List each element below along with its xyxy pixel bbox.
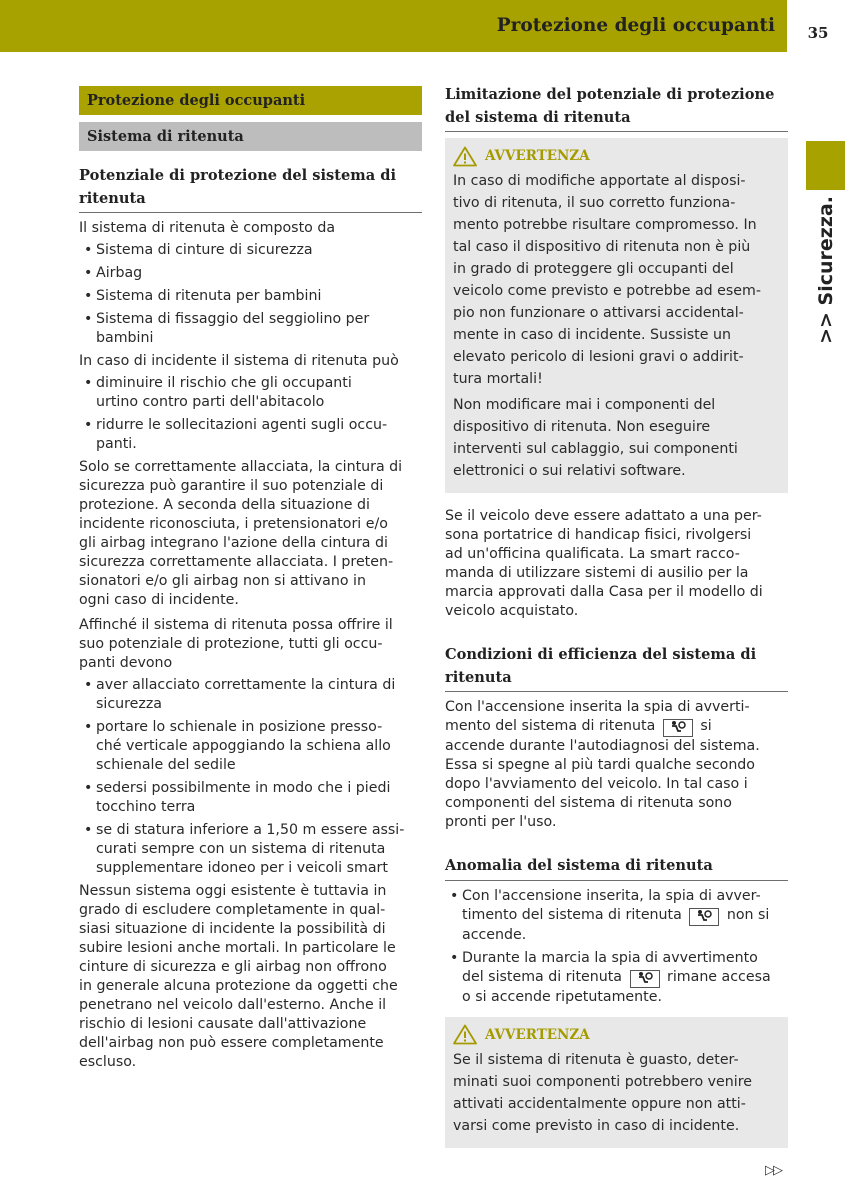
paragraph-conditions <box>445 698 788 832</box>
heading-system-fault: Anomalia del sistema di ritenuta <box>445 855 788 881</box>
side-tab-label: >> Sicurezza. <box>815 196 837 344</box>
warning-header <box>453 144 780 168</box>
page-number: 35 <box>791 0 845 52</box>
incident-effects-list <box>79 374 422 454</box>
paragraph-belt: Solo se correttamente allacciata, la cintura di sicurezza può garantire il suo potenziale di protezione. A seconda della situazione di incidente riconosciuta, i pretensionatori e/o gli airbag integrano l'azione della cintura di sicurezza correttamente allacciata. I preten- sionatori e/o gli airbag non si attivano in ogni caso di incidente. <box>79 459 403 608</box>
list-item <box>445 949 788 1007</box>
warning-title: AVVERTENZA <box>485 1026 590 1043</box>
list-item <box>445 887 788 945</box>
list-item: • ridurre le sollecitazioni agenti sugli occu- panti. <box>79 416 422 454</box>
list-item: • Sistema di fissaggio del seggiolino per bambini <box>79 310 422 348</box>
airbag-warning-lamp-icon <box>663 719 693 737</box>
list-item: • diminuire il rischio che gli occupanti urtino contro parti dell'abitacolo <box>79 374 422 412</box>
warning-triangle-icon <box>453 146 477 167</box>
heading-efficiency-conditions: Condizioni di efficienza del sistema di ritenuta <box>445 644 788 692</box>
components-list <box>79 241 422 348</box>
list-item: • aver allacciato correttamente la cintura di sicurezza <box>79 676 422 714</box>
requirements-list <box>79 676 422 878</box>
warning-box-modification <box>445 138 788 493</box>
paragraph-adaptation: Se il veicolo deve essere adattato a una per- sona portatrice di handicap fisici, rivolgersi ad un'officina qualificata. La smart racco- manda di utilizzare sistemi di ausilio per la marcia approvati dalla Casa per il modello di veicolo acquistato. <box>445 508 763 619</box>
paragraph-requirements: Affinché il sistema di ritenuta possa offrire il suo potenziale di protezione, tutti gli occu- panti devono <box>79 617 393 671</box>
right-column <box>445 84 788 1148</box>
list-item: • Sistema di cinture di sicurezza <box>79 241 422 260</box>
warning-box-fault <box>445 1017 788 1148</box>
continue-arrows-icon: ▷▷ <box>765 1163 781 1178</box>
left-column <box>79 84 422 1075</box>
side-tab-marker <box>806 141 845 190</box>
section-title-restraint: Sistema di ritenuta <box>79 122 422 151</box>
conditions-text-end: si accende durante l'autodiagnosi del sistema. Essa si spegne al più tardi qualche secondo dopo l'avviamento del veicolo. In tal caso i componenti del sistema di ritenuta sono pronti per l'uso. <box>445 718 760 830</box>
fault-text-end: rimane accesa o si accende ripetutamente. <box>462 968 771 1005</box>
warning-text: Se il sistema di ritenuta è guasto, deter- minati suoi componenti potrebbero venire attivati accidentalmente oppure non atti- varsi come previsto in caso di incidente. <box>453 1051 752 1134</box>
heading-protection-limitation: Limitazione del potenziale di protezione del sistema di ritenuta <box>445 84 788 132</box>
warning-title: AVVERTENZA <box>485 148 590 164</box>
list-item: • se di statura inferiore a 1,50 m essere assi- curati sempre con un sistema di ritenuta supplementare idoneo per i veicoli smart <box>79 821 422 878</box>
list-item: • Sistema di ritenuta per bambini <box>79 287 422 306</box>
fault-text-start: Con l'accensione inserita, la spia di avver- timento del sistema di ritenuta <box>462 887 761 923</box>
warning-triangle-icon <box>453 1024 477 1045</box>
warning-text: In caso di modifiche apportate al disposi- tivo di ritenuta, il suo corretto funziona- mento potrebbe risultare compromesso. In tal caso il dispositivo di ritenuta non è più in grado di proteggere gli occupanti del veicolo come previsto e potrebbe ad esem- pio non funzionare o attivarsi accidental- mente in caso di incidente. Sussiste un elevato pericolo di lesioni gravi o addirit- tura mortali! <box>453 173 761 387</box>
heading-protection-potential: Potenziale di protezione del sistema di ritenuta <box>79 165 422 213</box>
fault-text-end: non si accende. <box>462 906 770 943</box>
fault-text-start: Durante la marcia la spia di avvertimento del sistema di ritenuta <box>462 949 758 985</box>
fault-list <box>445 887 788 1007</box>
conditions-text-start: Con l'accensione inserita la spia di avverti- mento del sistema di ritenuta <box>445 699 750 734</box>
list-item: • Airbag <box>79 264 422 283</box>
airbag-warning-lamp-icon <box>689 908 719 926</box>
page-header-title: Protezione degli occupanti <box>496 15 775 36</box>
airbag-warning-lamp-icon <box>630 970 660 988</box>
list-item: • sedersi possibilmente in modo che i piedi tocchino terra <box>79 779 422 817</box>
warning-instruction: Non modificare mai i componenti del dispositivo di ritenuta. Non eseguire interventi sul cablaggio, sui componenti elettronici o sui relativi software. <box>453 397 738 479</box>
header-bar <box>0 0 787 52</box>
paragraph-final: Nessun sistema oggi esistente è tuttavia in grado di escludere completamente in qual- siasi situazione di incidente la possibilità di subire lesioni anche mortali. In particolare le cinture di sicurezza e gli airbag non offrono in generale alcuna protezione da oggetti che penetrano nel veicolo dall'esterno. Anche il rischio di lesioni causate dall'attivazione dell'airbag non può essere completamente escluso. <box>79 883 398 1070</box>
list-item: • portare lo schienale in posizione presso- ché verticale appoggiando la schiena allo schienale del sedile <box>79 718 422 775</box>
intro-text: Il sistema di ritenuta è composto da <box>79 220 336 236</box>
incident-intro: In caso di incidente il sistema di ritenuta può <box>79 353 399 369</box>
section-title-protection: Protezione degli occupanti <box>79 86 422 115</box>
warning-header <box>453 1023 780 1047</box>
